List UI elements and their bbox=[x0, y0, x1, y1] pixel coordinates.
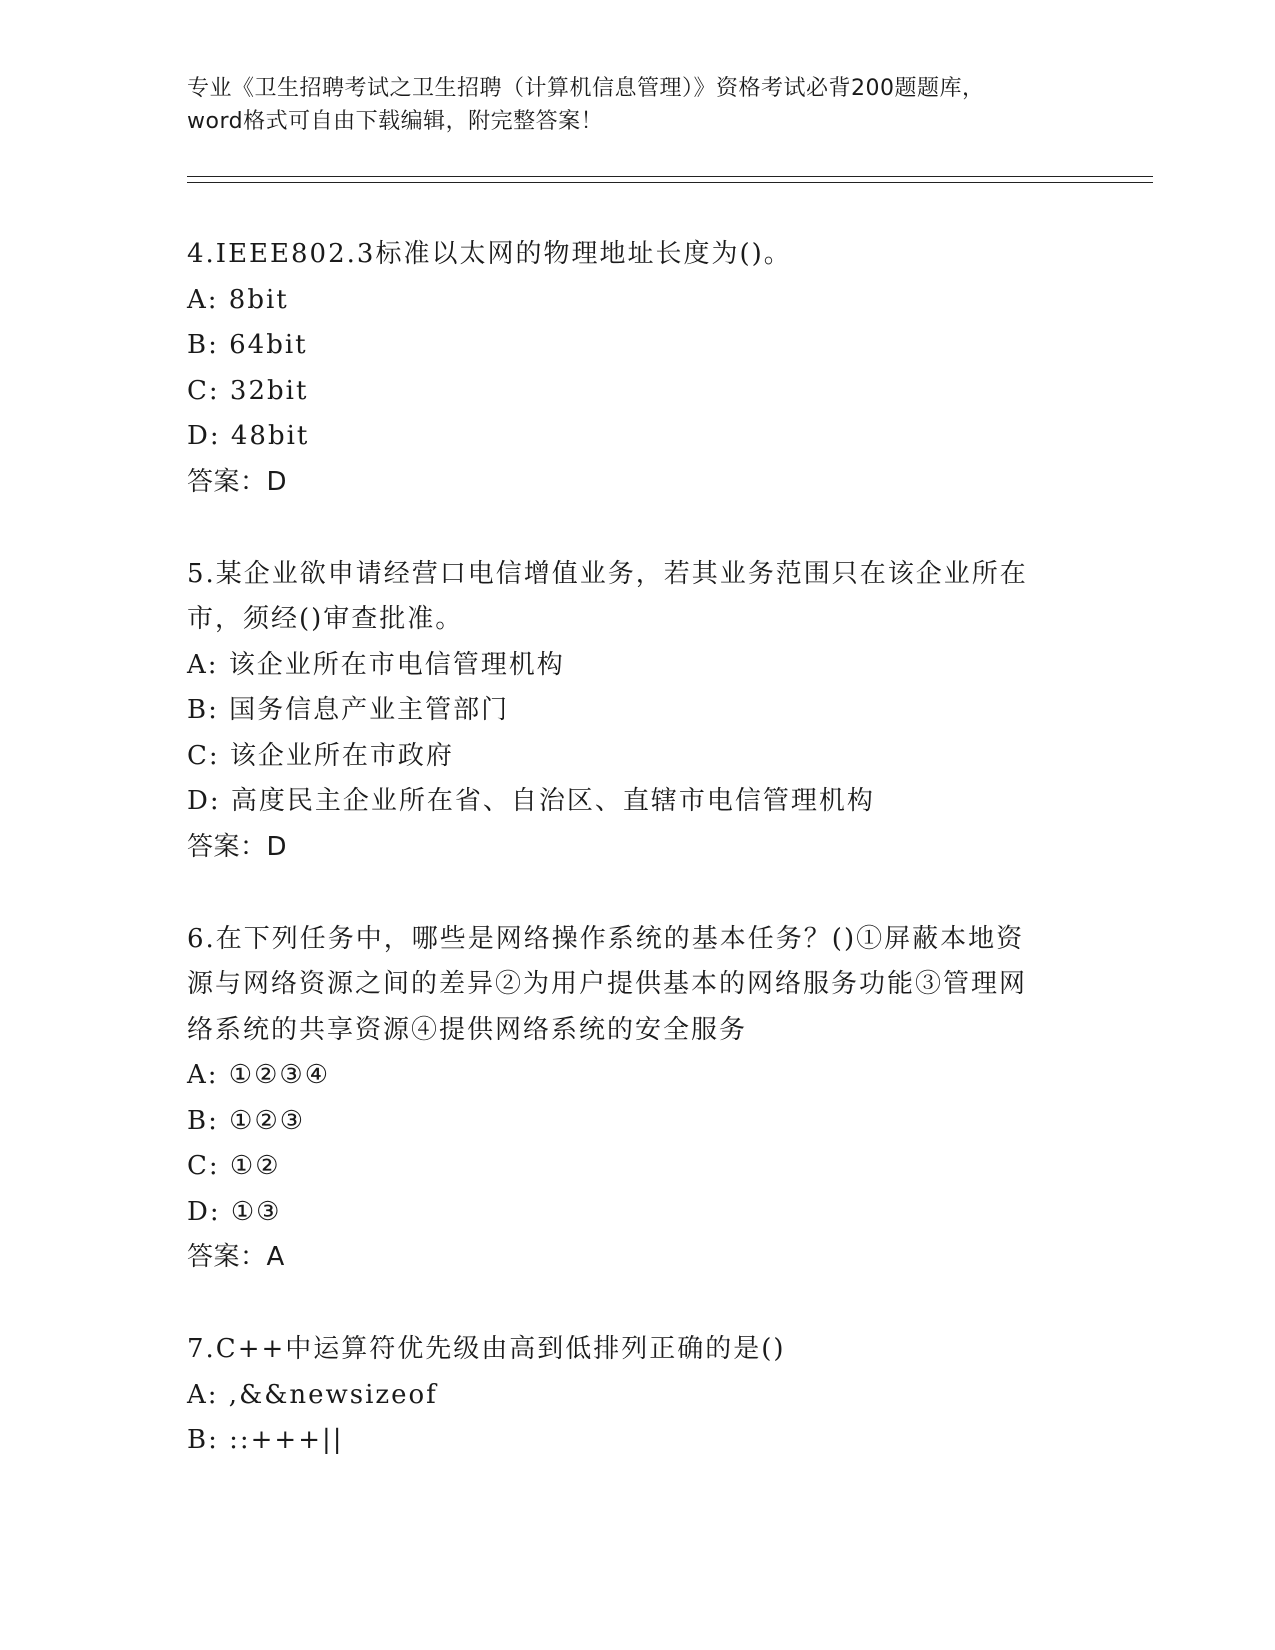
answer-line: 答案：D bbox=[187, 831, 288, 862]
header-divider-bottom bbox=[187, 182, 1153, 183]
option-d: D: 高度民主企业所在省、自治区、直辖市电信管理机构 bbox=[187, 786, 875, 816]
question-stem: 4.IEEE802.3标准以太网的物理地址长度为()。 bbox=[187, 239, 792, 269]
question-stem: 7.C++中运算符优先级由高到低排列正确的是() bbox=[187, 1334, 786, 1364]
header-divider-top bbox=[187, 176, 1153, 177]
header-line-1: 专业《卫生招聘考试之卫生招聘（计算机信息管理）》资格考试必背200题题库， bbox=[187, 76, 985, 101]
question-block bbox=[187, 552, 1087, 869]
question-block bbox=[187, 917, 1087, 1280]
option-b: B: 国务信息产业主管部门 bbox=[187, 695, 510, 725]
question-stem-line-2: 源与网络资源之间的差异②为用户提供基本的网络服务功能③管理网 bbox=[187, 969, 1028, 999]
question-stem-line-2: 市，须经()审查批准。 bbox=[187, 604, 464, 634]
question-stem-line-3: 络系统的共享资源④提供网络系统的安全服务 bbox=[187, 1014, 748, 1045]
option-d: D: 48bit bbox=[187, 421, 310, 451]
option-a: A: 8bit bbox=[187, 284, 289, 315]
question-stem-line-1: 6.在下列任务中，哪些是网络操作系统的基本任务？()①屏蔽本地资 bbox=[187, 923, 1025, 954]
option-b: B: ①②③ bbox=[187, 1105, 306, 1136]
option-b: B: ::+++|| bbox=[187, 1425, 344, 1455]
option-b: B: 64bit bbox=[187, 330, 308, 360]
option-a: A: ,&&newsizeof bbox=[187, 1379, 438, 1410]
answer-line: 答案：D bbox=[187, 466, 288, 497]
question-block bbox=[187, 232, 1087, 504]
option-c: C: 32bit bbox=[187, 375, 309, 406]
question-block bbox=[187, 1327, 1087, 1464]
option-c: C: ①② bbox=[187, 1151, 281, 1181]
document-header bbox=[187, 72, 1087, 138]
header-line-2: word格式可自由下载编辑，附完整答案！ bbox=[187, 109, 604, 134]
answer-line: 答案：A bbox=[187, 1242, 285, 1272]
question-list bbox=[187, 232, 1087, 1512]
option-d: D: ①③ bbox=[187, 1196, 282, 1227]
option-a: A: 该企业所在市电信管理机构 bbox=[187, 649, 565, 680]
option-a: A: ①②③④ bbox=[187, 1060, 331, 1090]
option-c: C: 该企业所在市政府 bbox=[187, 740, 454, 771]
question-stem-line-1: 5.某企业欲申请经营口电信增值业务，若其业务范围只在该企业所在 bbox=[187, 558, 1028, 589]
